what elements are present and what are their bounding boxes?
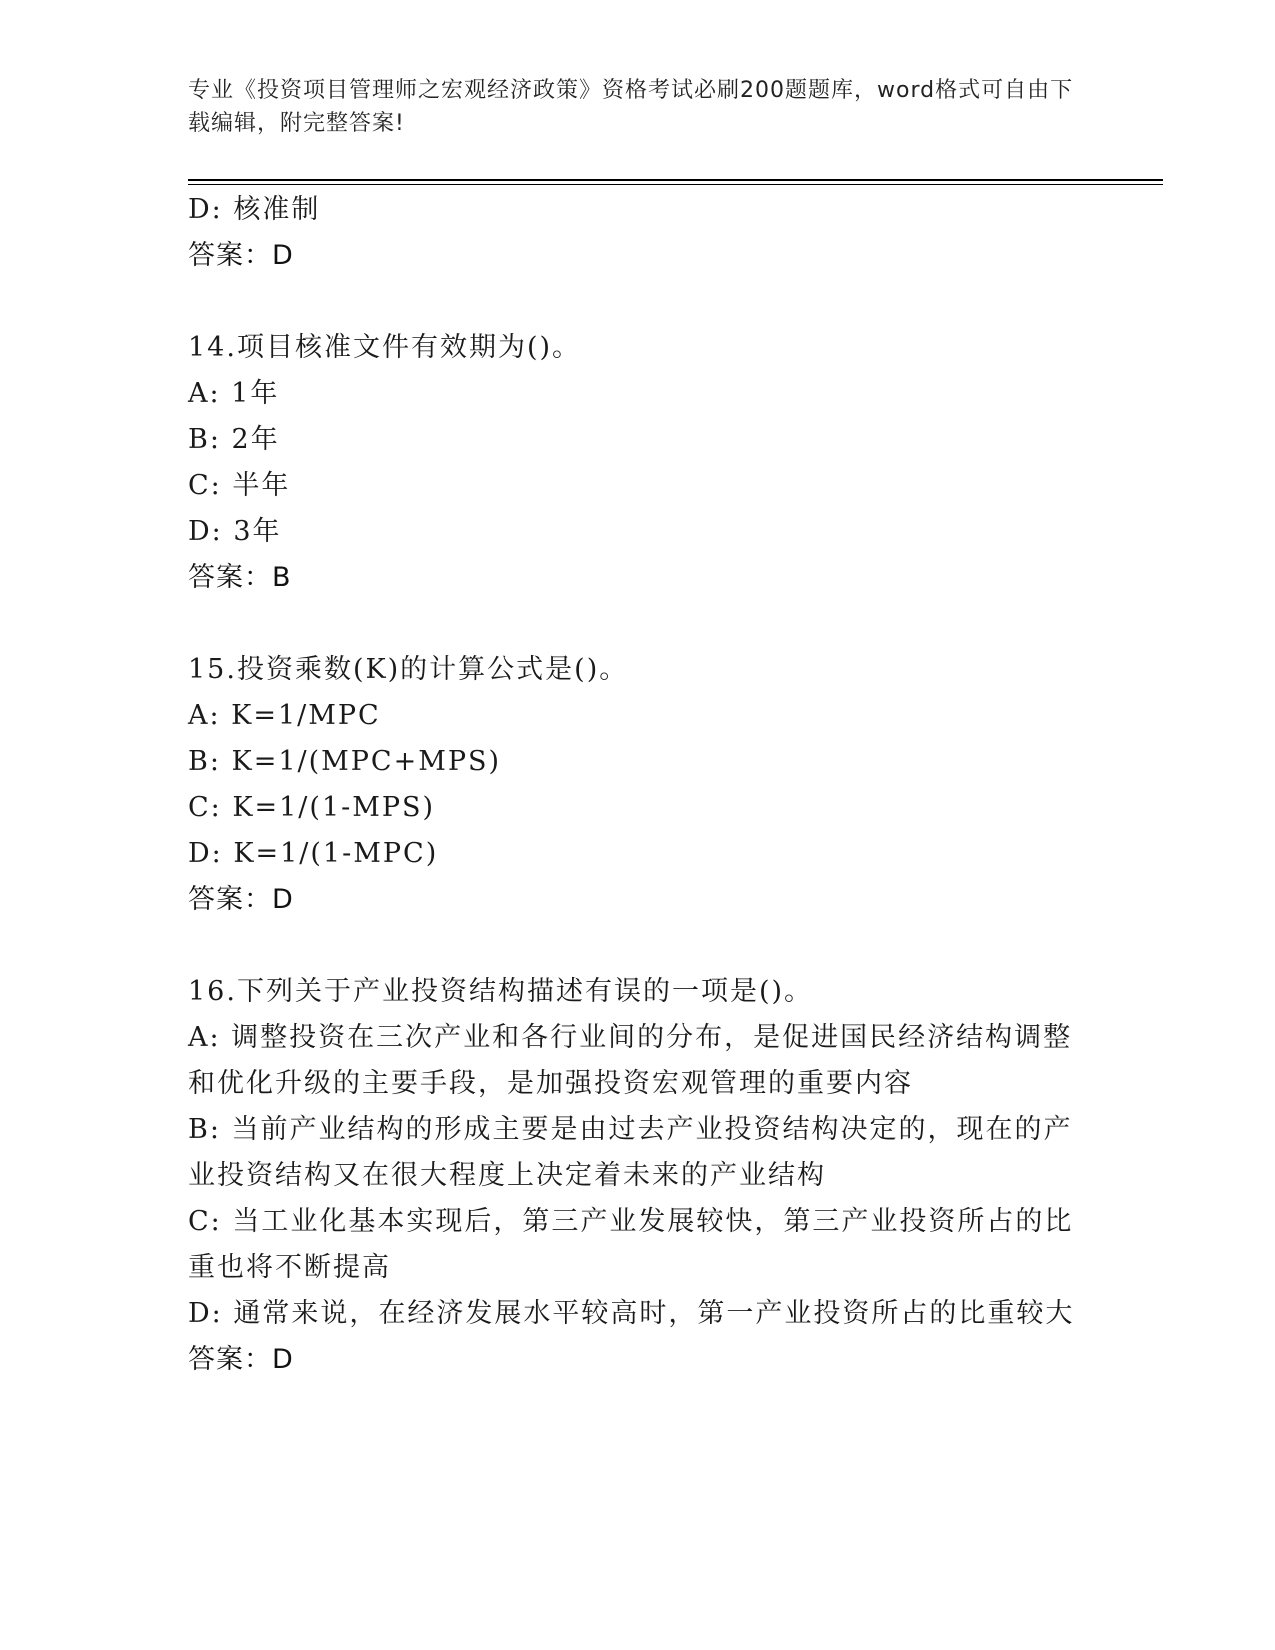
carryover-answer: 答案：D: [188, 240, 294, 271]
option-b: B: 2年: [188, 424, 280, 455]
question-16: [188, 969, 1088, 1383]
option-c: C: 当工业化基本实现后，第三产业发展较快，第三产业投资所占的比重也将不断提高: [188, 1206, 1074, 1283]
question-stem: 14.项目核准文件有效期为()。: [188, 332, 582, 363]
carryover-option-d: D: 核准制: [188, 194, 321, 225]
document-header: 专业《投资项目管理师之宏观经济政策》资格考试必刷200题题库，word格式可自由下载编辑，附完整答案!: [188, 78, 1074, 136]
option-a: A: 1年: [188, 378, 280, 409]
option-d: D: K=1/(1-MPC): [188, 838, 439, 869]
spacer: [188, 601, 1088, 647]
option-c: C: K=1/(1-MPS): [188, 792, 436, 823]
option-a: A: 调整投资在三次产业和各行业间的分布，是促进国民经济结构调整和优化升级的主要手段，是加强投资宏观管理的重要内容: [188, 1022, 1073, 1099]
option-b: B: K=1/(MPC+MPS): [188, 746, 502, 777]
option-b: B: 当前产业结构的形成主要是由过去产业投资结构决定的，现在的产业投资结构又在很大程度上决定着未来的产业结构: [188, 1114, 1073, 1191]
question-answer: 答案：B: [188, 562, 292, 593]
option-d: D: 通常来说，在经济发展水平较高时，第一产业投资所占的比重较大: [188, 1298, 1075, 1329]
question-stem: 15.投资乘数(K)的计算公式是()。: [188, 654, 629, 685]
option-c: C: 半年: [188, 470, 291, 501]
question-content: [188, 187, 1088, 1383]
question-14: [188, 325, 1088, 601]
spacer: [188, 923, 1088, 969]
option-d: D: 3年: [188, 516, 282, 547]
spacer: [188, 279, 1088, 325]
header-rule-thin: [188, 184, 1163, 185]
header-rule-thick: [188, 179, 1163, 181]
question-answer: 答案：D: [188, 884, 294, 915]
question-answer: 答案：D: [188, 1344, 294, 1375]
option-a: A: K=1/MPC: [188, 700, 381, 731]
question-stem: 16.下列关于产业投资结构描述有误的一项是()。: [188, 976, 814, 1007]
question-15: [188, 647, 1088, 923]
